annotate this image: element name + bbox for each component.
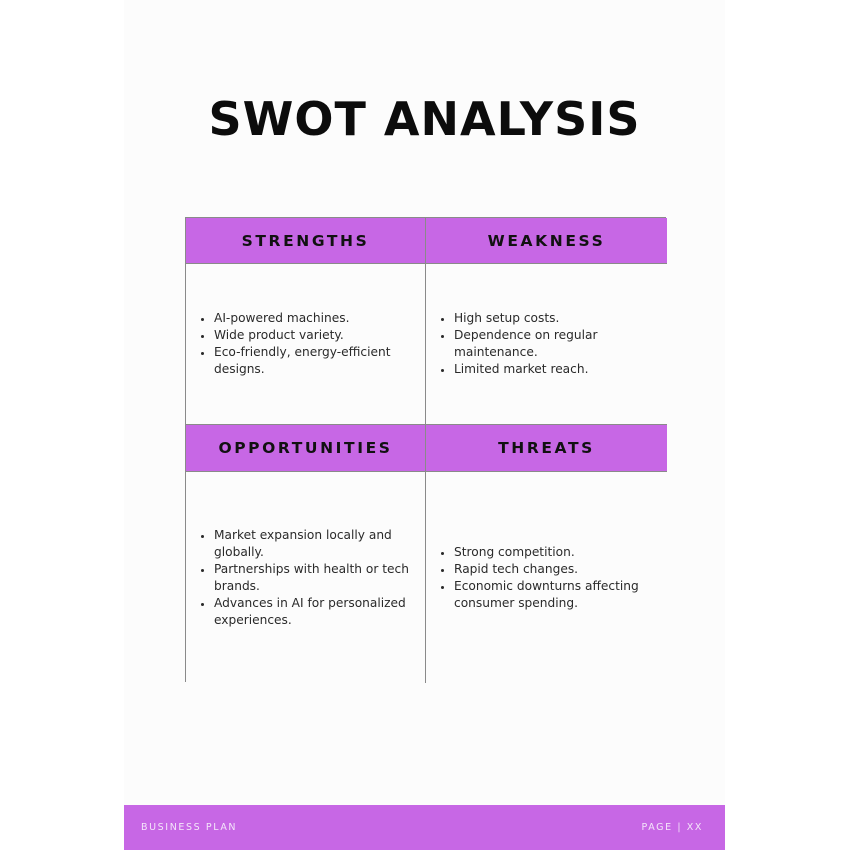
threats-heading: THREATS (426, 425, 667, 472)
list-item: • AI-powered machines. (214, 310, 411, 327)
weakness-heading: WEAKNESS (426, 218, 667, 264)
opportunities-list (198, 527, 411, 629)
footer-left-text: BUSINESS PLAN (141, 822, 238, 833)
list-item: • High setup costs. (454, 310, 613, 327)
list-item: • Wide product variety. (214, 327, 411, 344)
list-item: • Economic downturns affecting consumer spending. (454, 578, 653, 612)
page-footer (124, 805, 725, 850)
list-item: • Market expansion locally and globally. (214, 527, 411, 561)
list-item: • Limited market reach. (454, 361, 613, 378)
document-page (124, 0, 725, 850)
opportunities-heading: OPPORTUNITIES (186, 425, 426, 472)
page-title: SWOT ANALYSIS (208, 92, 641, 146)
list-item: • Advances in AI for personalized experiences. (214, 595, 411, 629)
list-item: • Rapid tech changes. (454, 561, 653, 578)
strengths-cell (186, 264, 426, 425)
swot-grid (185, 217, 666, 682)
weakness-list (438, 310, 653, 378)
opportunities-cell (186, 472, 426, 683)
list-item: • Eco-friendly, energy-efficient designs. (214, 344, 411, 378)
weakness-cell (426, 264, 667, 425)
list-item: • Dependence on regular maintenance. (454, 327, 613, 361)
strengths-heading: STRENGTHS (186, 218, 426, 264)
list-item: • Strong competition. (454, 544, 653, 561)
footer-page-number: PAGE | XX (641, 822, 703, 833)
threats-list (438, 544, 653, 612)
list-item: • Partnerships with health or tech brands. (214, 561, 411, 595)
threats-cell (426, 472, 667, 683)
strengths-list (198, 310, 411, 378)
